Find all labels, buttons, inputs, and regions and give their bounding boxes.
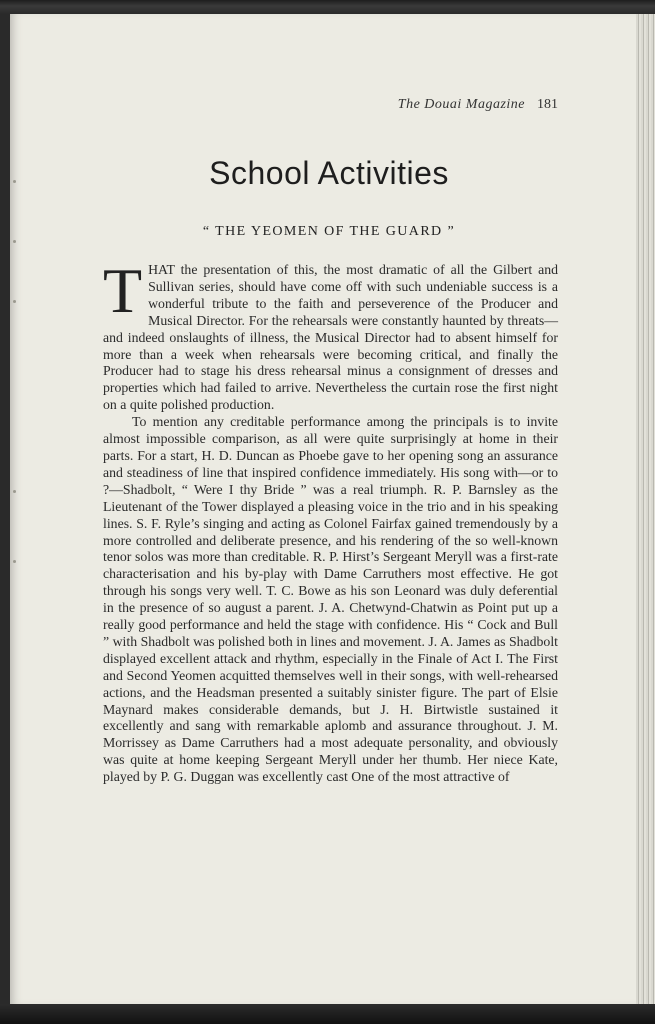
paragraph-2: To mention any creditable performance among the principals is to invite almost impossible comparison, as all were quite surprisingly at home in their parts. For a start, H. D. Duncan as Phoebe gave to her opening song an assurance and steadiness of line that inspired confidence immediately. His song with—or to ?—Shadbolt, “ Were I thy Bride ” was a real triumph. R. P. Barnsley as the Lieutenant of the Tower displayed a pleasing voice in the trio and in his speaking lines. S. F. Ryle’s singing and acting as Colonel Fairfax gained tremendously by a more controlled and deliberate presence, and his rendering of the so well-known tenor solos was more than creditable. R. P. Hirst’s Sergeant Meryll was a first-rate characterisation and his by-play with Dame Carruthers most effective. He got through his songs very well. T. C. Bowe as his son Leonard was duly deferential in the presence of so august a parent. J. A. Chetwynd-Chatwin as Point put up a really good performance and held the stage with confidence. His “ Cock and Bull ” with Shadbolt was polished both in lines and movement. J. A. James as Shadbolt displayed excellent attack and rhythm, especially in the Finale of Act I. The First and Second Yeomen acquitted themselves well in their songs, with well-rehearsed actions, and the Headsman presented a suitably sinister figure. The part of Elsie Maynard makes considerable demands, but J. H. Birtwistle sustained it excellently and sang with remarkable aplomb and assurance throughout. J. M. Morrissey as Dame Carruthers had a most adequate personality, and obviously was quite at home keeping Sergeant Meryll under her thumb. Her niece Kate, played by P. G. Duggan was excellently cast One of the most attractive of <box>103 414 558 785</box>
gutter-dot <box>13 490 16 493</box>
article-subtitle: “ THE YEOMEN OF THE GUARD ” <box>202 224 456 239</box>
section-title: School Activities <box>209 155 449 191</box>
drop-cap: T <box>103 255 143 326</box>
page-edges <box>636 14 655 1004</box>
magazine-name: The Douai Magazine <box>397 97 525 112</box>
paragraph-1-text: HAT the presentation of this, the most dramatic of all the Gilbert and Sullivan series, should have come off with such undeniable success is a wonderful tribute to the faith and perseverence of the Producer and Musical Director. For the rehearsals were constantly haunted by threats—and indeed onslaughts of illness, the Musical Director had to absent himself for more than a week when rehearsals were becoming critical, and finally the Producer had to stage his dress rehearsal minus a consignment of dresses and properties which had failed to arrive. Nevertheless the curtain rose the first night on a quite polished production. <box>103 262 558 413</box>
page-number: 181 <box>537 97 558 112</box>
article-body <box>103 255 558 786</box>
gutter-dot <box>13 560 16 563</box>
gutter-dot <box>13 180 16 183</box>
gutter-dot <box>13 240 16 243</box>
binding-edge <box>0 1004 655 1024</box>
gutter-dot <box>13 300 16 303</box>
running-head <box>360 97 558 113</box>
paragraph-1 <box>103 255 558 414</box>
